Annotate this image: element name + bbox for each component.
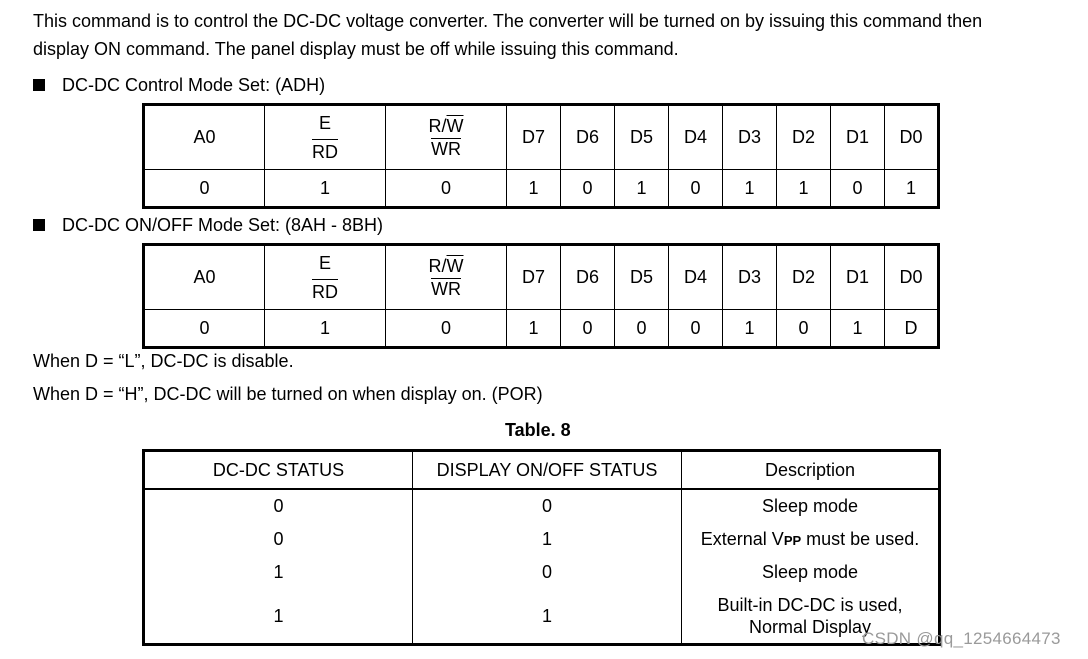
cell-description: Sleep mode: [682, 489, 940, 523]
cell-dcdc: 0: [144, 489, 413, 523]
value-a0: 0: [144, 170, 265, 208]
value-d6: 0: [561, 170, 615, 208]
header-description: Description: [682, 451, 940, 490]
value-d3: 1: [723, 170, 777, 208]
value-d0: 1: [885, 170, 939, 208]
header-d2: D2: [777, 245, 831, 310]
header-e-rd: [265, 105, 386, 170]
section-title: DC-DC ON/OFF Mode Set: (8AH - 8BH): [62, 215, 384, 235]
header-d3: D3: [723, 105, 777, 170]
value-d2: 1: [777, 170, 831, 208]
header-d5: D5: [615, 245, 669, 310]
bullet-square-icon: [33, 79, 45, 91]
value-d6: 0: [561, 310, 615, 348]
table-value-row: [144, 170, 939, 208]
table-header-row: [144, 245, 939, 310]
header-d0: D0: [885, 105, 939, 170]
value-d4: 0: [669, 310, 723, 348]
section-heading-control-mode: [33, 74, 325, 96]
cell-dcdc: 1: [144, 556, 413, 589]
value-d7: 1: [507, 170, 561, 208]
header-rd: RD: [312, 279, 338, 304]
header-rw-wr: [386, 245, 507, 310]
cell-display: 0: [413, 489, 682, 523]
cell-description: Built-in DC-DC is used, Normal Display: [682, 589, 940, 645]
header-e-rd: [265, 245, 386, 310]
cell-display: 1: [413, 589, 682, 645]
table-header-row: [144, 105, 939, 170]
value-d0: D: [885, 310, 939, 348]
header-rw: $R/\overline{W}$: [428, 255, 464, 276]
table-caption: Table. 8: [505, 420, 571, 440]
header-d1: D1: [831, 105, 885, 170]
header-d4: D4: [669, 245, 723, 310]
header-d0: D0: [885, 245, 939, 310]
header-e: E: [318, 112, 331, 133]
table-header-row: [144, 451, 940, 490]
table-row: [144, 589, 940, 645]
intro-paragraph: [33, 7, 1083, 63]
cell-dcdc: 0: [144, 523, 413, 556]
cell-display: 0: [413, 556, 682, 589]
value-d5: 1: [615, 170, 669, 208]
table-value-row: [144, 310, 939, 348]
value-d7: 1: [507, 310, 561, 348]
cell-dcdc: 1: [144, 589, 413, 645]
header-d6: D6: [561, 105, 615, 170]
value-a0: 0: [144, 310, 265, 348]
header-wr: WR: [430, 138, 461, 159]
watermark: CSDN @qq_1254664473: [862, 629, 1061, 648]
cell-description: External VPP must be used.: [682, 523, 940, 556]
header-display-status: DISPLAY ON/OFF STATUS: [413, 451, 682, 490]
dcdc-status-table: [142, 449, 941, 646]
header-d7: D7: [507, 105, 561, 170]
intro-line-1: This command is to control the DC-DC voltage converter. The converter will be turned on by issuing this command then: [33, 11, 983, 31]
header-dcdc-status: DC-DC STATUS: [144, 451, 413, 490]
header-a0: A0: [144, 105, 265, 170]
header-wr: WR: [430, 278, 461, 299]
header-d2: D2: [777, 105, 831, 170]
value-e-rd: 1: [265, 310, 386, 348]
value-d5: 0: [615, 310, 669, 348]
header-d3: D3: [723, 245, 777, 310]
value-rw-wr: 0: [386, 170, 507, 208]
value-d1: 1: [831, 310, 885, 348]
cell-description: Sleep mode: [682, 556, 940, 589]
register-table-control-mode: [142, 103, 940, 209]
cell-display: 1: [413, 523, 682, 556]
value-d4: 0: [669, 170, 723, 208]
header-d6: D6: [561, 245, 615, 310]
header-e: E: [318, 252, 331, 273]
register-table-onoff-mode: [142, 243, 940, 349]
table-row: [144, 556, 940, 589]
value-e-rd: 1: [265, 170, 386, 208]
header-rd: RD: [312, 139, 338, 164]
intro-line-2: display ON command. The panel display must be off while issuing this command.: [33, 39, 679, 59]
note-d-low: When D = “L”, DC-DC is disable.: [33, 351, 294, 371]
header-d1: D1: [831, 245, 885, 310]
table-row: [144, 489, 940, 523]
value-d3: 1: [723, 310, 777, 348]
header-rw-wr: [386, 105, 507, 170]
value-rw-wr: 0: [386, 310, 507, 348]
header-d7: D7: [507, 245, 561, 310]
header-a0: A0: [144, 245, 265, 310]
table-row: [144, 523, 940, 556]
header-rw: $R/\overline{W}$: [428, 115, 464, 136]
note-d-high: When D = “H”, DC-DC will be turned on when display on. (POR): [33, 384, 543, 404]
section-title: DC-DC Control Mode Set: (ADH): [62, 75, 326, 95]
header-d4: D4: [669, 105, 723, 170]
header-d5: D5: [615, 105, 669, 170]
bullet-square-icon: [33, 219, 45, 231]
value-d1: 0: [831, 170, 885, 208]
section-heading-onoff-mode: [33, 214, 383, 236]
value-d2: 0: [777, 310, 831, 348]
